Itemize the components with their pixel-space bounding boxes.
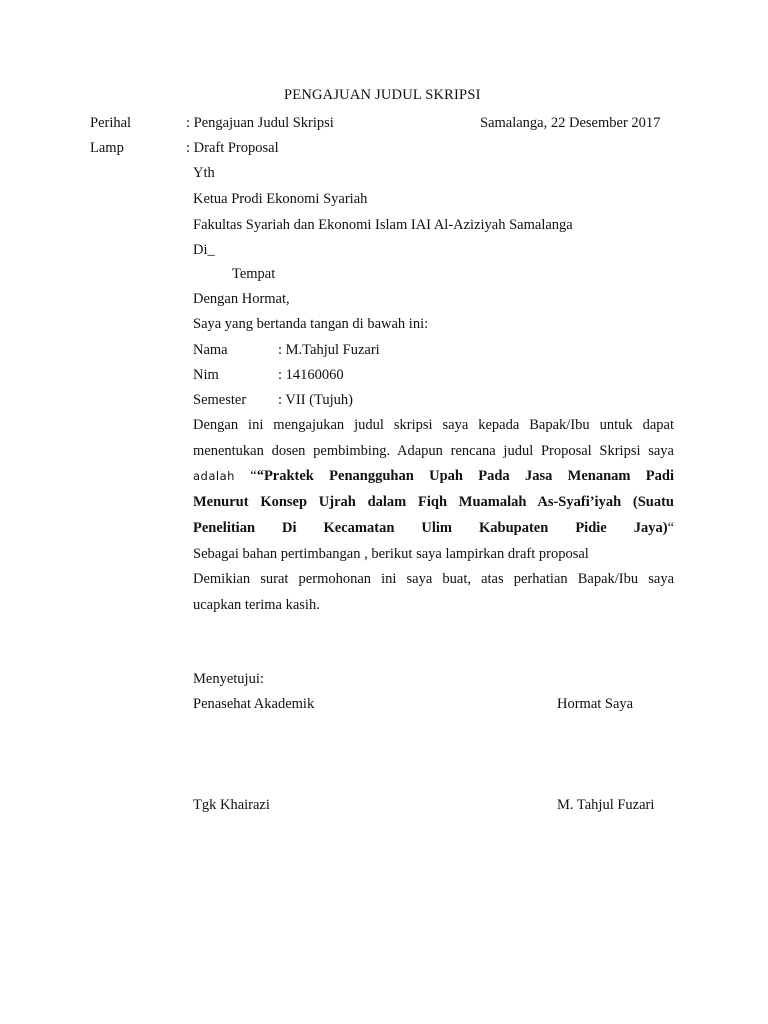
proposed-title-line-2: Menurut Konsep Ujrah dalam Fiqh Muamalah As-Syafi’iyah (Suatu [193,494,674,510]
consideration-line: Sebagai bahan pertimbangan , berikut saya lampirkan draft proposal [193,546,589,562]
sender-role: Hormat Saya [557,696,634,712]
lamp-label: Lamp [90,140,124,156]
nim-label: Nim [193,367,219,383]
nama-value: : M.Tahjul Fuzari [278,342,380,358]
recipient-yth: Yth [193,165,215,181]
letter-title: PENGAJUAN JUDUL SKRIPSI [284,87,481,103]
advisor-role: Penasehat Akademik [193,696,315,712]
lamp-value: : Draft Proposal [186,140,279,156]
open-quote: “ [234,468,257,484]
advisor-name: Tgk Khairazi [193,797,270,813]
sender-name: M. Tahjul Fuzari [557,797,655,813]
recipient-line-1: Ketua Prodi Ekonomi Syariah [193,191,368,207]
salutation: Dengan Hormat, [193,291,290,307]
nama-label: Nama [193,342,228,358]
intro-text: Saya yang bertanda tangan di bawah ini: [193,316,429,332]
perihal-label: Perihal [90,115,132,131]
proposed-title-line-3 [193,515,674,541]
closing-line-2: ucapkan terima kasih. [193,597,320,613]
body-line-1: Dengan ini mengajukan judul skripsi saya kepada Bapak/Ibu untuk dapat [193,417,674,433]
approve-label: Menyetujui: [193,671,264,687]
closing-line-1: Demikian surat permohonan ini saya buat, atas perhatian Bapak/Ibu saya [193,571,674,587]
body-line-2: menentukan dosen pembimbing. Adapun rencana judul Proposal Skripsi saya [193,443,674,459]
recipient-line-2: Fakultas Syariah dan Ekonomi Islam IAI Al-Aziziyah Samalanga [193,217,573,233]
proposed-title-line-1 [193,463,674,489]
close-quote: “ [667,520,674,536]
nim-value: : 14160060 [278,367,344,383]
adalah-word: adalah [193,469,235,483]
semester-value: : VII (Tujuh) [278,392,353,408]
recipient-di: Di_ [193,242,215,258]
semester-label: Semester [193,392,247,408]
perihal-value: : Pengajuan Judul Skripsi [186,115,334,131]
title-text-1: “Praktek Penangguhan Upah Pada Jasa Menanam Padi [256,468,675,484]
recipient-tempat: Tempat [232,266,276,282]
title-text-3: Penelitian Di Kecamatan Ulim Kabupaten Pidie Jaya) [193,520,668,536]
place-date: Samalanga, 22 Desember 2017 [480,115,661,131]
